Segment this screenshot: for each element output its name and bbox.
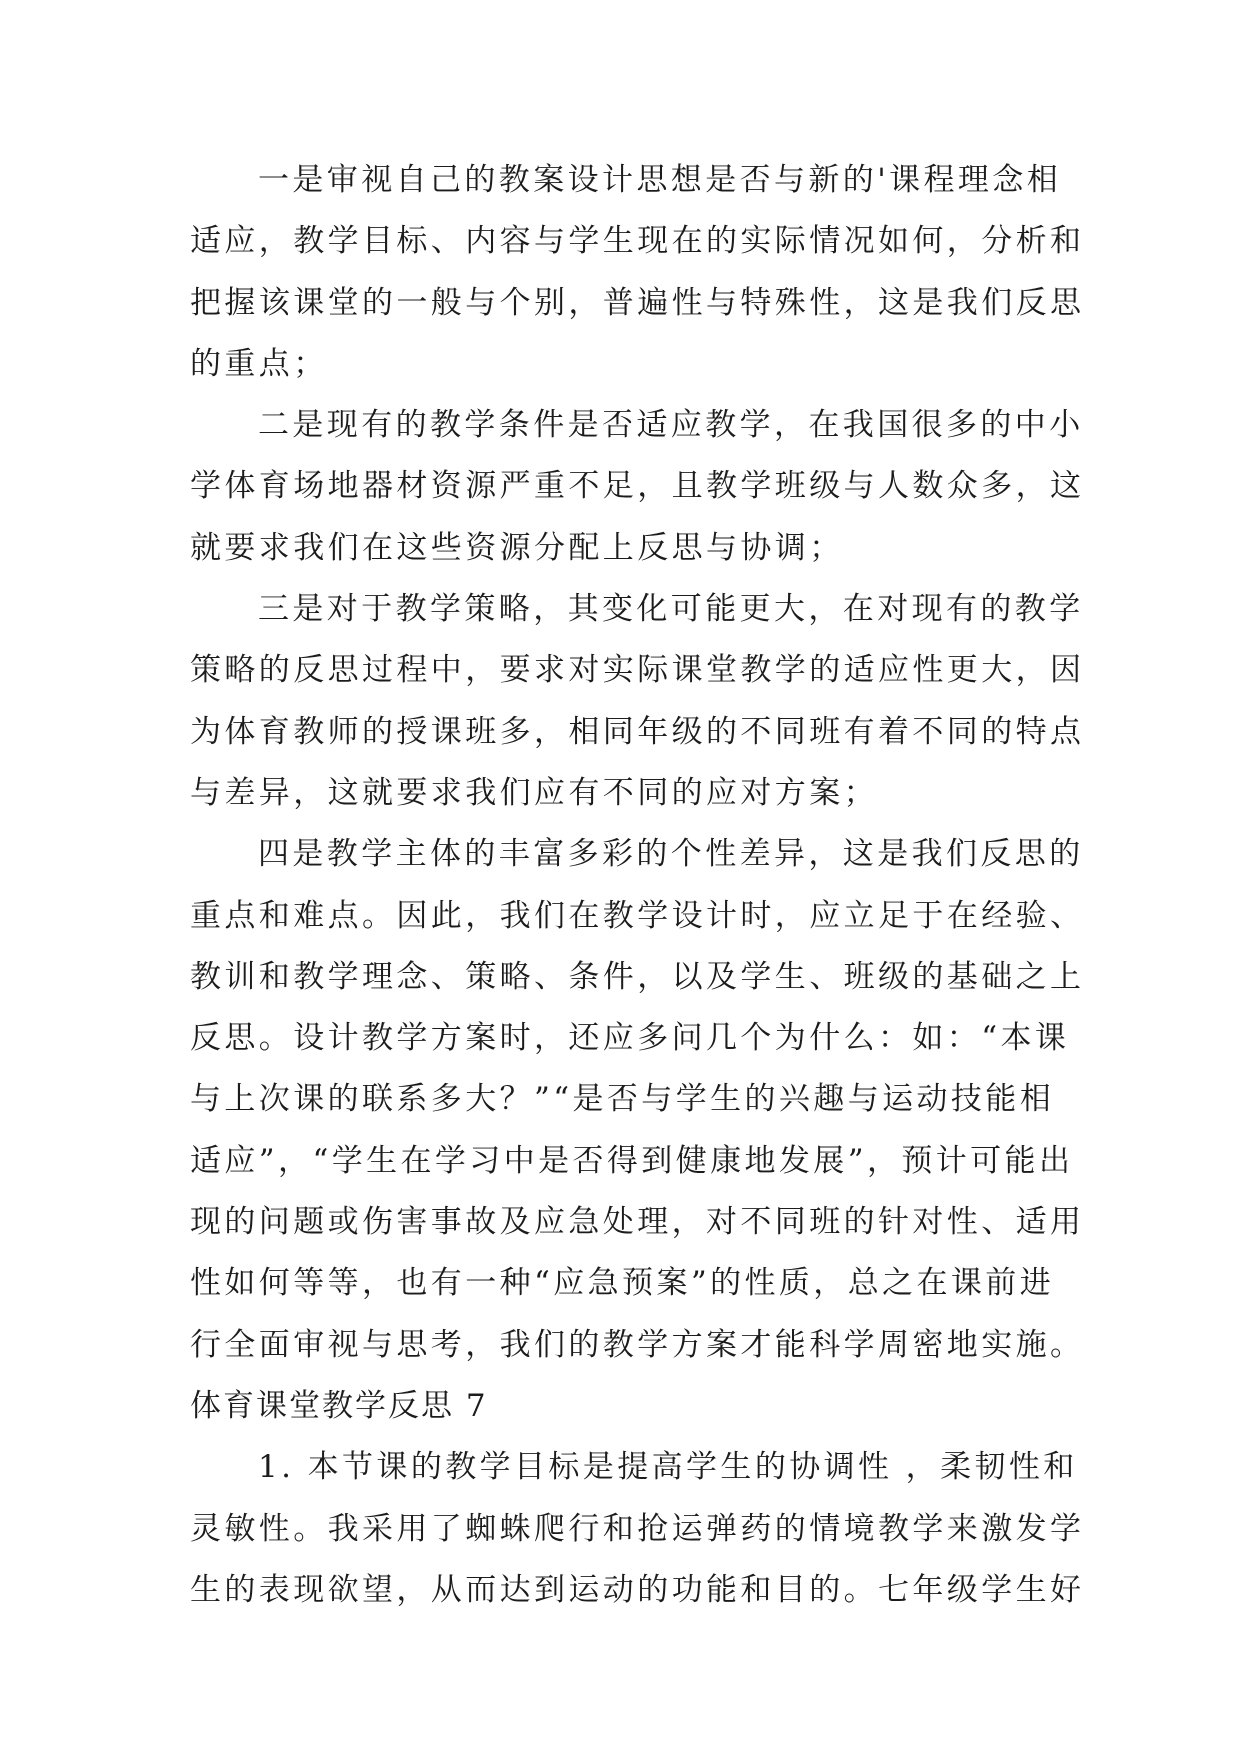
text-line: 就要求我们在这些资源分配上反思与协调；	[190, 529, 844, 566]
text-line: 教训和教学理念、策略、条件，以及学生、班级的基础之上	[190, 958, 1085, 995]
text-line: 的重点；	[190, 345, 328, 382]
text-line: 行全面审视与思考，我们的教学方案才能科学周密地实施。	[190, 1326, 1085, 1363]
text-line: 二是现有的教学条件是否适应教学，在我国很多的中小	[258, 407, 1084, 444]
text-line: 把握该课堂的一般与个别，普遍性与特殊性，这是我们反思	[190, 284, 1085, 321]
section-heading: 体育课堂教学反思 7	[190, 1387, 488, 1424]
text-line: 与上次课的联系多大？”“是否与学生的兴趣与运动技能相	[190, 1081, 1055, 1118]
text-line: 四是教学主体的丰富多彩的个性差异，这是我们反思的	[258, 836, 1084, 873]
text-line: 灵敏性。我采用了蜘蛛爬行和抢运弹药的情境教学来激发学	[190, 1510, 1085, 1547]
text-line: 1. 本节课的教学目标是提高学生的协调性 ，柔韧性和	[258, 1449, 1078, 1486]
text-line: 一是审视自己的教案设计思想是否与新的'课程理念相	[258, 162, 1062, 198]
text-line: 适应，教学目标、内容与学生现在的实际情况如何，分析和	[190, 223, 1085, 260]
text-line: 为体育教师的授课班多，相同年级的不同班有着不同的特点	[190, 713, 1085, 750]
text-line: 与差异，这就要求我们应有不同的应对方案；	[190, 774, 878, 811]
text-line: 三是对于教学策略，其变化可能更大，在对现有的教学	[258, 591, 1084, 628]
text-line: 现的问题或伤害事故及应急处理，对不同班的针对性、适用	[190, 1204, 1085, 1241]
text-line: 性如何等等，也有一种“应急预案”的性质，总之在课前进	[190, 1265, 1055, 1302]
text-line: 适应”，“学生在学习中是否得到健康地发展”，预计可能出	[190, 1142, 1074, 1179]
text-line: 重点和难点。因此，我们在教学设计时，应立足于在经验、	[190, 897, 1085, 934]
text-line: 生的表现欲望，从而达到运动的功能和目的。七年级学生好	[190, 1571, 1085, 1608]
text-line: 策略的反思过程中，要求对实际课堂教学的适应性更大，因	[190, 652, 1085, 689]
document-body	[190, 150, 1085, 1621]
text-line: 学体育场地器材资源严重不足，且教学班级与人数众多，这	[190, 468, 1085, 505]
text-line: 反思。设计教学方案时，还应多问几个为什么：如：“本课	[190, 1020, 1070, 1057]
